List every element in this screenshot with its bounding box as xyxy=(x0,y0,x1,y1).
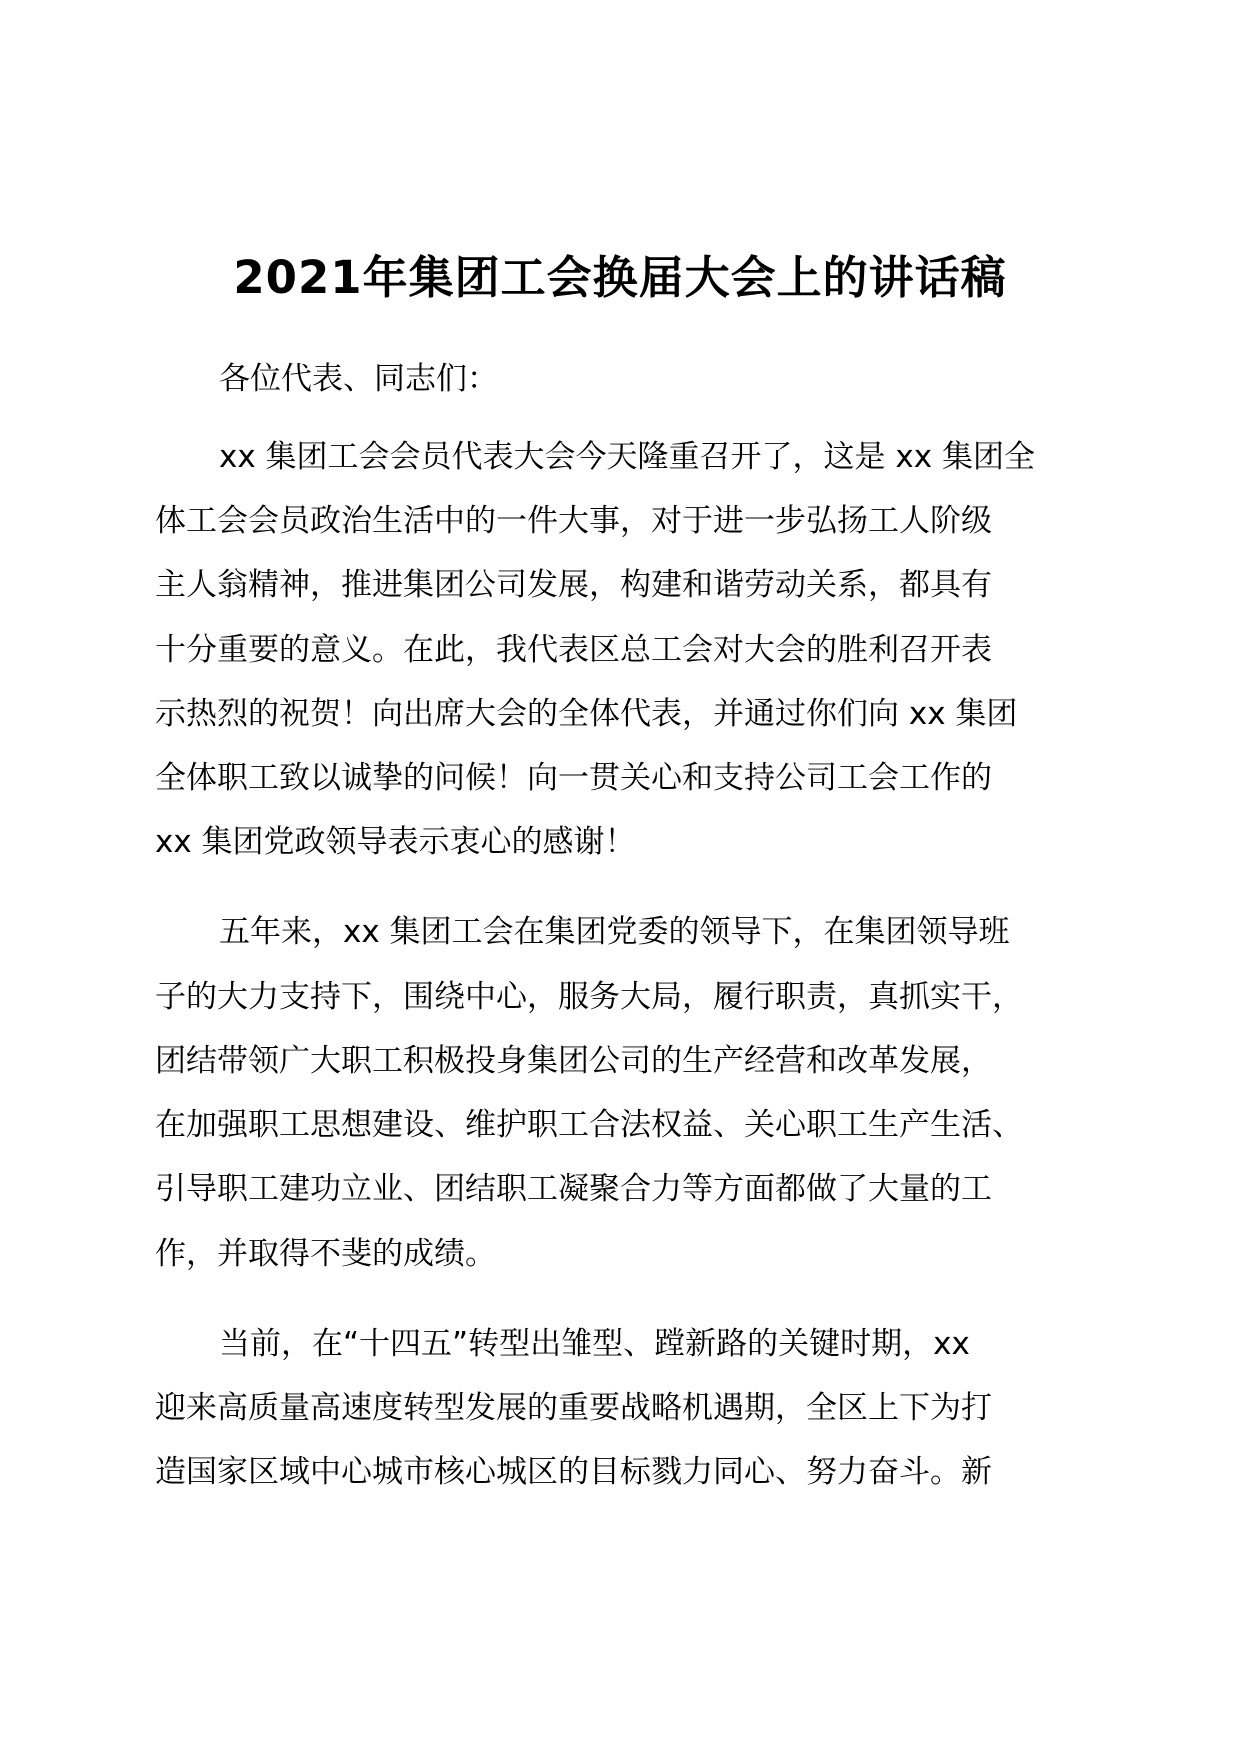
paragraph-line: 十分重要的意义。在此，我代表区总工会对大会的胜利召开表 xyxy=(155,632,992,668)
document-title: 2021年集团工会换届大会上的讲话稿 xyxy=(233,251,1007,304)
paragraph-line: 作，并取得不斐的成绩。 xyxy=(155,1236,496,1272)
paragraph-line: 全体职工致以诚挚的问候！向一贯关心和支持公司工会工作的 xyxy=(155,760,992,796)
paragraph-line: 团结带领广大职工积极投身集团公司的生产经营和改革发展， xyxy=(155,1043,992,1079)
paragraph-line: 五年来，xx 集团工会在集团党委的领导下，在集团领导班 xyxy=(219,914,1010,950)
paragraph-line: 当前，在“十四五”转型出雏型、蹚新路的关键时期，xx xyxy=(219,1326,970,1362)
salutation: 各位代表、同志们： xyxy=(219,361,498,397)
paragraph-line: 子的大力支持下，围绕中心，服务大局，履行职责，真抓实干， xyxy=(155,979,1023,1015)
paragraph-line: xx 集团工会会员代表大会今天隆重召开了，这是 xx 集团全 xyxy=(219,439,1035,475)
paragraph-line: xx 集团党政领导表示衷心的感谢！ xyxy=(155,824,636,860)
paragraph-line: 迎来高质量高速度转型发展的重要战略机遇期，全区上下为打 xyxy=(155,1390,992,1426)
paragraph-line: 主人翁精神，推进集团公司发展，构建和谐劳动关系，都具有 xyxy=(155,567,992,603)
paragraph-line: 造国家区域中心城市核心城区的目标戮力同心、努力奋斗。新 xyxy=(155,1454,992,1490)
paragraph-line: 在加强职工思想建设、维护职工合法权益、关心职工生产生活、 xyxy=(155,1107,1023,1143)
paragraph-line: 引导职工建功立业、团结职工凝聚合力等方面都做了大量的工 xyxy=(155,1171,992,1207)
paragraph-line: 示热烈的祝贺！向出席大会的全体代表，并通过你们向 xx 集团 xyxy=(155,696,1018,732)
paragraph-line: 体工会会员政治生活中的一件大事，对于进一步弘扬工人阶级 xyxy=(155,503,992,539)
